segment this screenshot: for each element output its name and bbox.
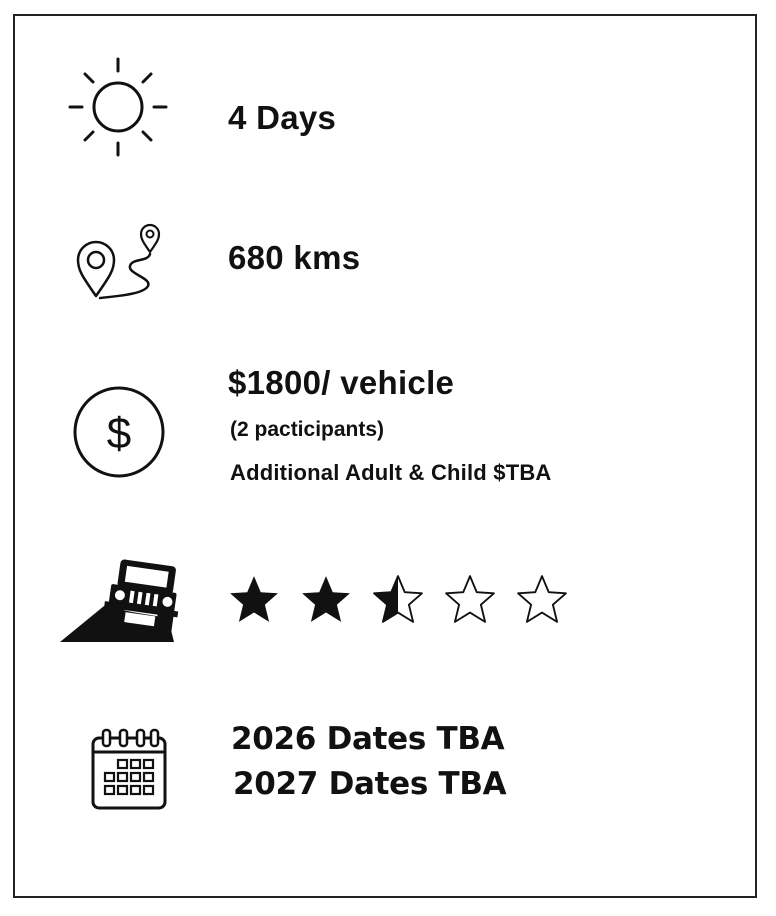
price-main-text: $1800/ vehicle (228, 364, 455, 401)
calendar-icon (89, 728, 169, 812)
star-full-icon (228, 573, 280, 625)
svg-text:$: $ (106, 409, 132, 458)
route-map-pin-icon (74, 222, 164, 302)
distance-text: 680 kms (228, 239, 361, 276)
star-empty-icon (516, 573, 568, 625)
dates-line-2027: 2027 Dates TBA (233, 766, 507, 802)
offroad-jeep-icon (60, 556, 180, 646)
price-participants-note: (2 pacticipants) (230, 418, 385, 441)
dates-line-2026: 2026 Dates TBA (231, 721, 505, 757)
star-full-icon (300, 573, 352, 625)
difficulty-rating (228, 573, 568, 625)
price-additional-text: Additional Adult & Child $TBA (230, 460, 552, 485)
star-half-icon (372, 573, 424, 625)
sun-icon (68, 57, 168, 157)
dollar-coin-icon (71, 384, 167, 480)
duration-text: 4 Days (228, 99, 337, 136)
star-empty-icon (444, 573, 496, 625)
